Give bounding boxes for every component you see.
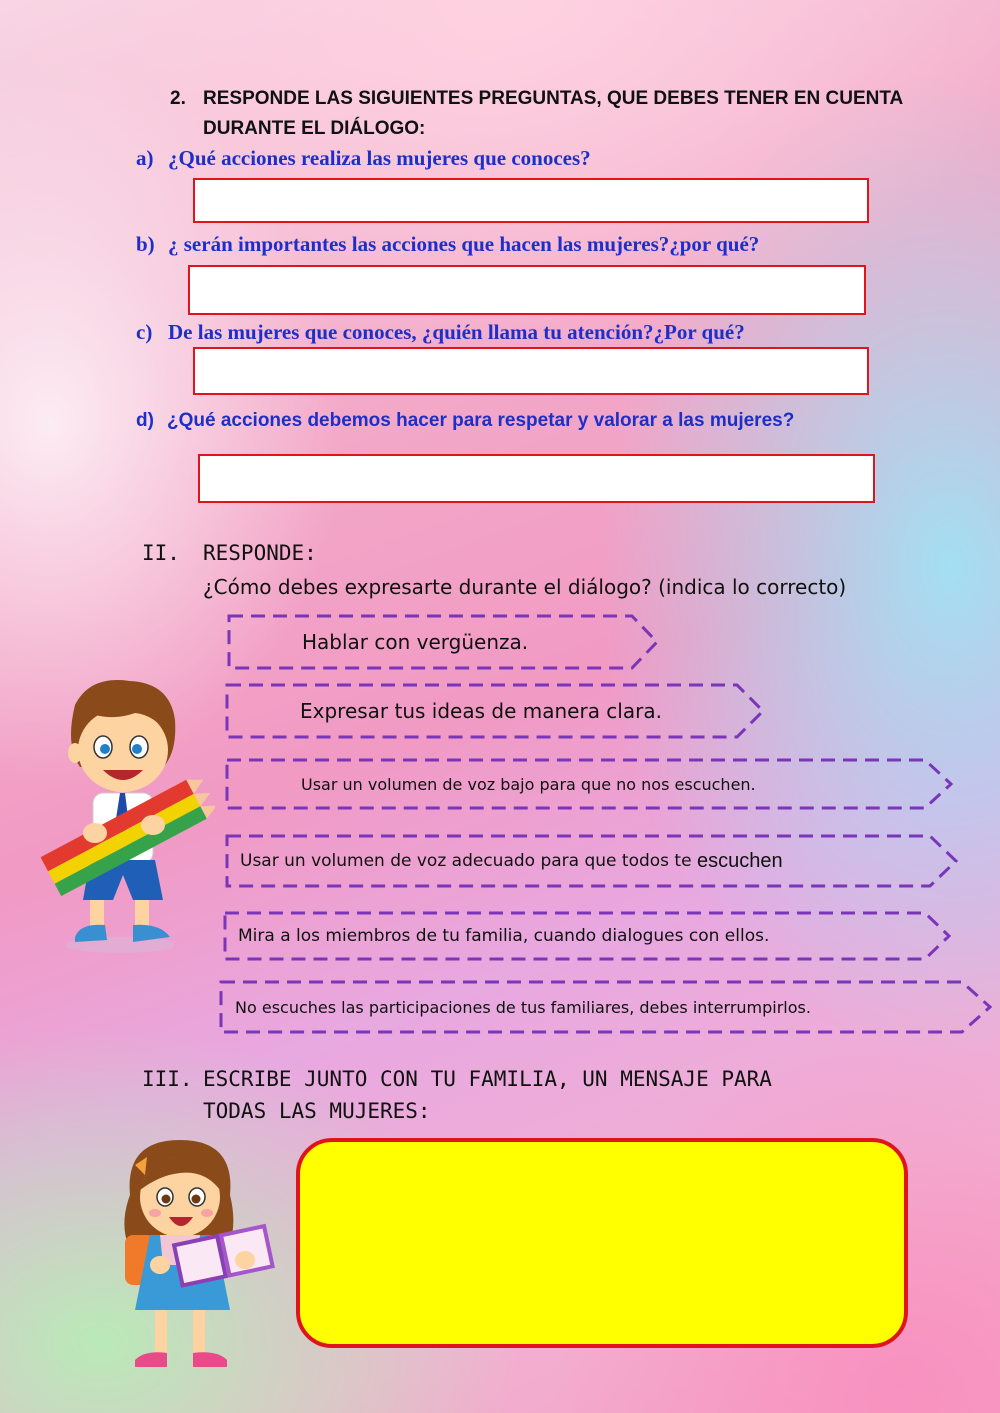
question-a-text: ¿Qué acciones realiza las mujeres que conoces? <box>168 146 591 170</box>
option-3-text: Usar un volumen de voz bajo para que no nos escuchen. <box>301 774 756 794</box>
question-a-letter: a) <box>136 146 154 170</box>
girl-reading-illustration <box>105 1135 275 1375</box>
option-4-text <box>240 834 783 888</box>
option-4-text-emph: escuchen <box>696 849 783 872</box>
question-b-letter: b) <box>136 232 155 256</box>
option-5[interactable] <box>223 911 951 961</box>
section-2-prompt: ¿Cómo debes expresarte durante el diálogo? (indica lo correcto) <box>203 575 847 599</box>
message-answer-box[interactable] <box>296 1138 908 1348</box>
option-6[interactable] <box>219 980 992 1034</box>
section-3-title-line1: ESCRIBE JUNTO CON TU FAMILIA, UN MENSAJE PARA <box>203 1067 772 1091</box>
boy-with-pencils-illustration <box>35 675 215 960</box>
section-3-title-line2: TODAS LAS MUJERES: <box>203 1099 431 1123</box>
question-d-letter: d) <box>136 410 154 431</box>
option-1-text: Hablar con vergüenza. <box>302 630 529 654</box>
option-2[interactable] <box>225 683 765 739</box>
question-d-text: ¿Qué acciones debemos hacer para respetar y valorar a las mujeres? <box>167 410 795 431</box>
question-c-letter: c) <box>136 320 153 344</box>
answer-box-c[interactable] <box>193 347 869 395</box>
option-2-text: Expresar tus ideas de manera clara. <box>300 699 662 723</box>
answer-box-b[interactable] <box>188 265 866 315</box>
option-4-text-main: Usar un volumen de voz adecuado para que todos te <box>240 851 697 871</box>
option-3[interactable] <box>225 758 953 810</box>
option-6-text: No escuches las participaciones de tus familiares, debes interrumpirlos. <box>235 997 811 1017</box>
option-1[interactable] <box>227 614 659 670</box>
answer-box-d[interactable] <box>198 454 875 503</box>
option-5-text: Mira a los miembros de tu familia, cuando dialogues con ellos. <box>238 926 770 946</box>
question-b-text: ¿ serán importantes las acciones que hacen las mujeres?¿por qué? <box>168 232 760 256</box>
section-2-number: II. <box>142 541 180 565</box>
section-3-number: III. <box>142 1067 193 1091</box>
section-1-number: 2. <box>170 88 186 109</box>
question-c-text: De las mujeres que conoces, ¿quién llama tu atención?¿Por qué? <box>168 320 745 344</box>
section-2-title: RESPONDE: <box>203 541 317 565</box>
section-1-heading: RESPONDE LAS SIGUIENTES PREGUNTAS, QUE DEBES TENER EN CUENTA DURANTE EL DIÁLOGO: <box>203 88 903 139</box>
answer-box-a[interactable] <box>193 178 869 223</box>
option-4[interactable] <box>225 834 958 888</box>
